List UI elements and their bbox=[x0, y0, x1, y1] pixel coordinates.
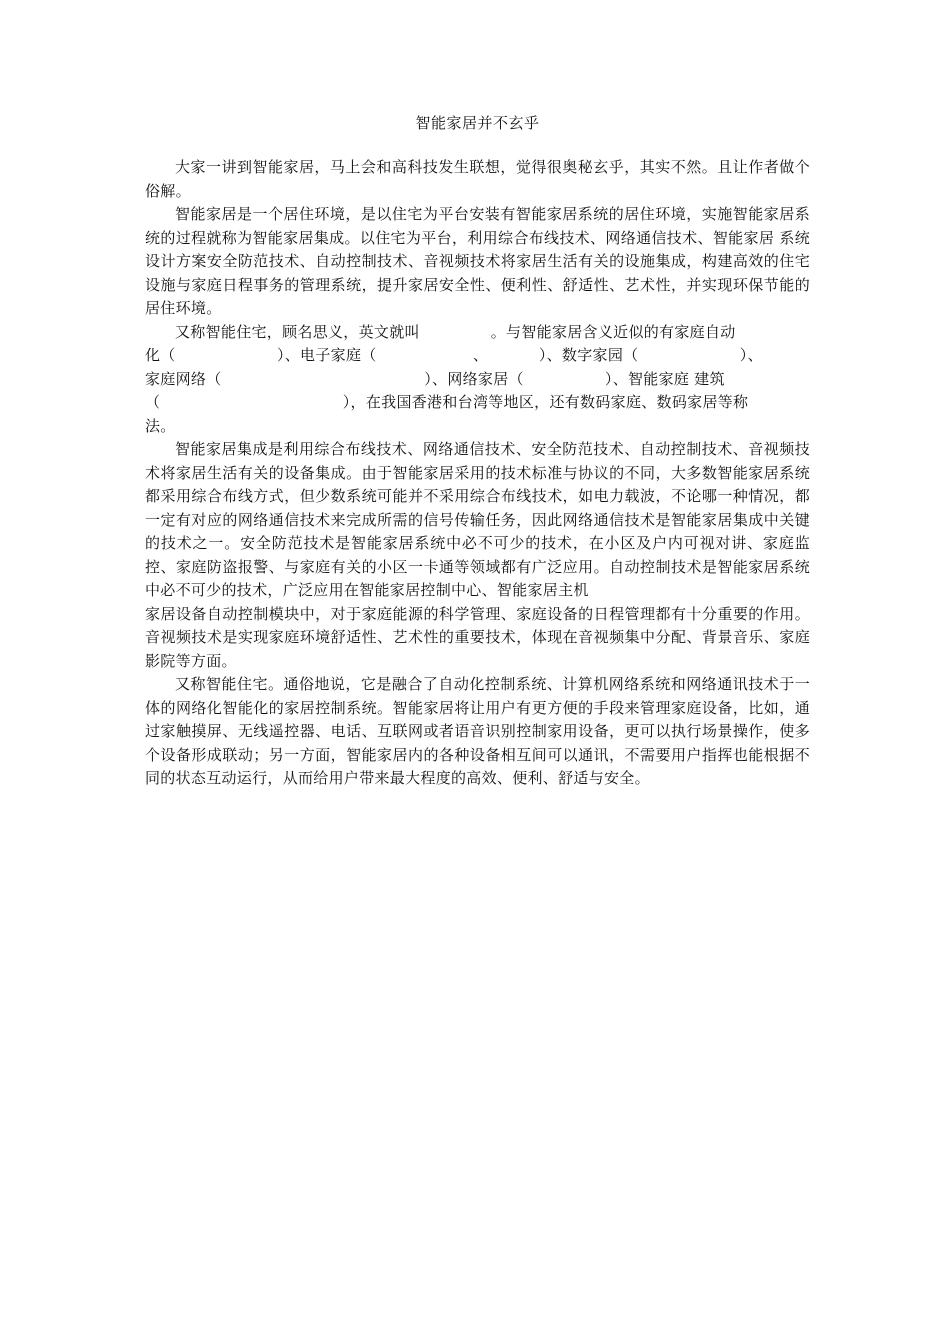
aliases-line-1: 又称智能住宅，顾名思义，英文就叫 。与智能家居含义近似的有家庭自动 bbox=[175, 322, 736, 341]
paragraph-intro: 大家一讲到智能家居，马上会和高科技发生联想，觉得很奥秘玄乎，其实不然。且让作者做个俗解。 bbox=[145, 158, 810, 200]
document-title: 智能家居并不玄乎 bbox=[415, 114, 540, 132]
aliases-line-2: 化（ ）、电子家庭（ 、 ）、数字家园（ ）、 bbox=[145, 346, 763, 364]
paragraph-definition: 智能家居是一个居住环境，是以住宅为平台安装有智能家居系统的居住环境，实施智能家居系统的过程就称为智能家居集成。以住宅为平台，利用综合布线技术、网络通信技术、智能家居 系统设计方案安全防范技术、自动控制技术、音视频技术将家居生活有关的设施集成，构建高效的住宅设施与家庭日程事务的管理系统，提升家居安全性、便利性、舒适性、艺术性，并实现环保节能的居住环境。 bbox=[145, 205, 810, 317]
aliases-line-3: 家庭网络（ ）、网络家居（ ）、智能家庭 建筑 bbox=[145, 369, 725, 388]
paragraph-aliases bbox=[145, 321, 810, 439]
aliases-line-4: （ ），在我国香港和台湾等地区，还有数码家庭、数码家居等称 bbox=[145, 393, 749, 411]
paragraph-summary: 又称智能住宅。通俗地说，它是融合了自动化控制系统、计算机网络系统和网络通讯技术于一体的网络化智能化的家居控制系统。智能家居将让用户有更方便的手段来管理家庭设备，比如，通过家触摸屏、无线遥控器、电话、互联网或者语音识别控制家用设备，更可以执行场景操作，使多个设备形成联动；另一方面，智能家居内的各种设备相互间可以通讯，不需要用户指挥也能根据不同的状态互动运行，从而给用户带来最大程度的高效、便利、舒适与安全。 bbox=[145, 675, 810, 787]
paragraph-integration: 智能家居集成是利用综合布线技术、网络通信技术、安全防范技术、自动控制技术、音视频技术将家居生活有关的设备集成。由于智能家居采用的技术标准与协议的不同，大多数智能家居系统都采用综合布线方式，但少数系统可能并不采用综合布线技术，如电力载波，不论哪一种情况，都一定有对应的网络通信技术来完成所需的信号传输任务，因此网络通信技术是智能家居集成中关键的技术之一。安全防范技术是智能家居系统中必不可少的技术，在小区及户内可视对讲、家庭监控、家庭防盗报警、与家庭有关的小区一卡通等领域都有广泛应用。自动控制技术是智能家居系统中必不可少的技术，广泛应用在智能家居控制中心、智能家居主机 bbox=[145, 440, 810, 599]
aliases-line-5: 法。 bbox=[145, 416, 176, 435]
document-page bbox=[145, 110, 810, 791]
paragraph-integration-continued: 家居设备自动控制模块中，对于家庭能源的科学管理、家庭设备的日程管理都有十分重要的作用。音视频技术是实现家庭环境舒适性、艺术性的重要技术，体现在音视频集中分配、背景音乐、家庭影院等方面。 bbox=[145, 604, 810, 670]
